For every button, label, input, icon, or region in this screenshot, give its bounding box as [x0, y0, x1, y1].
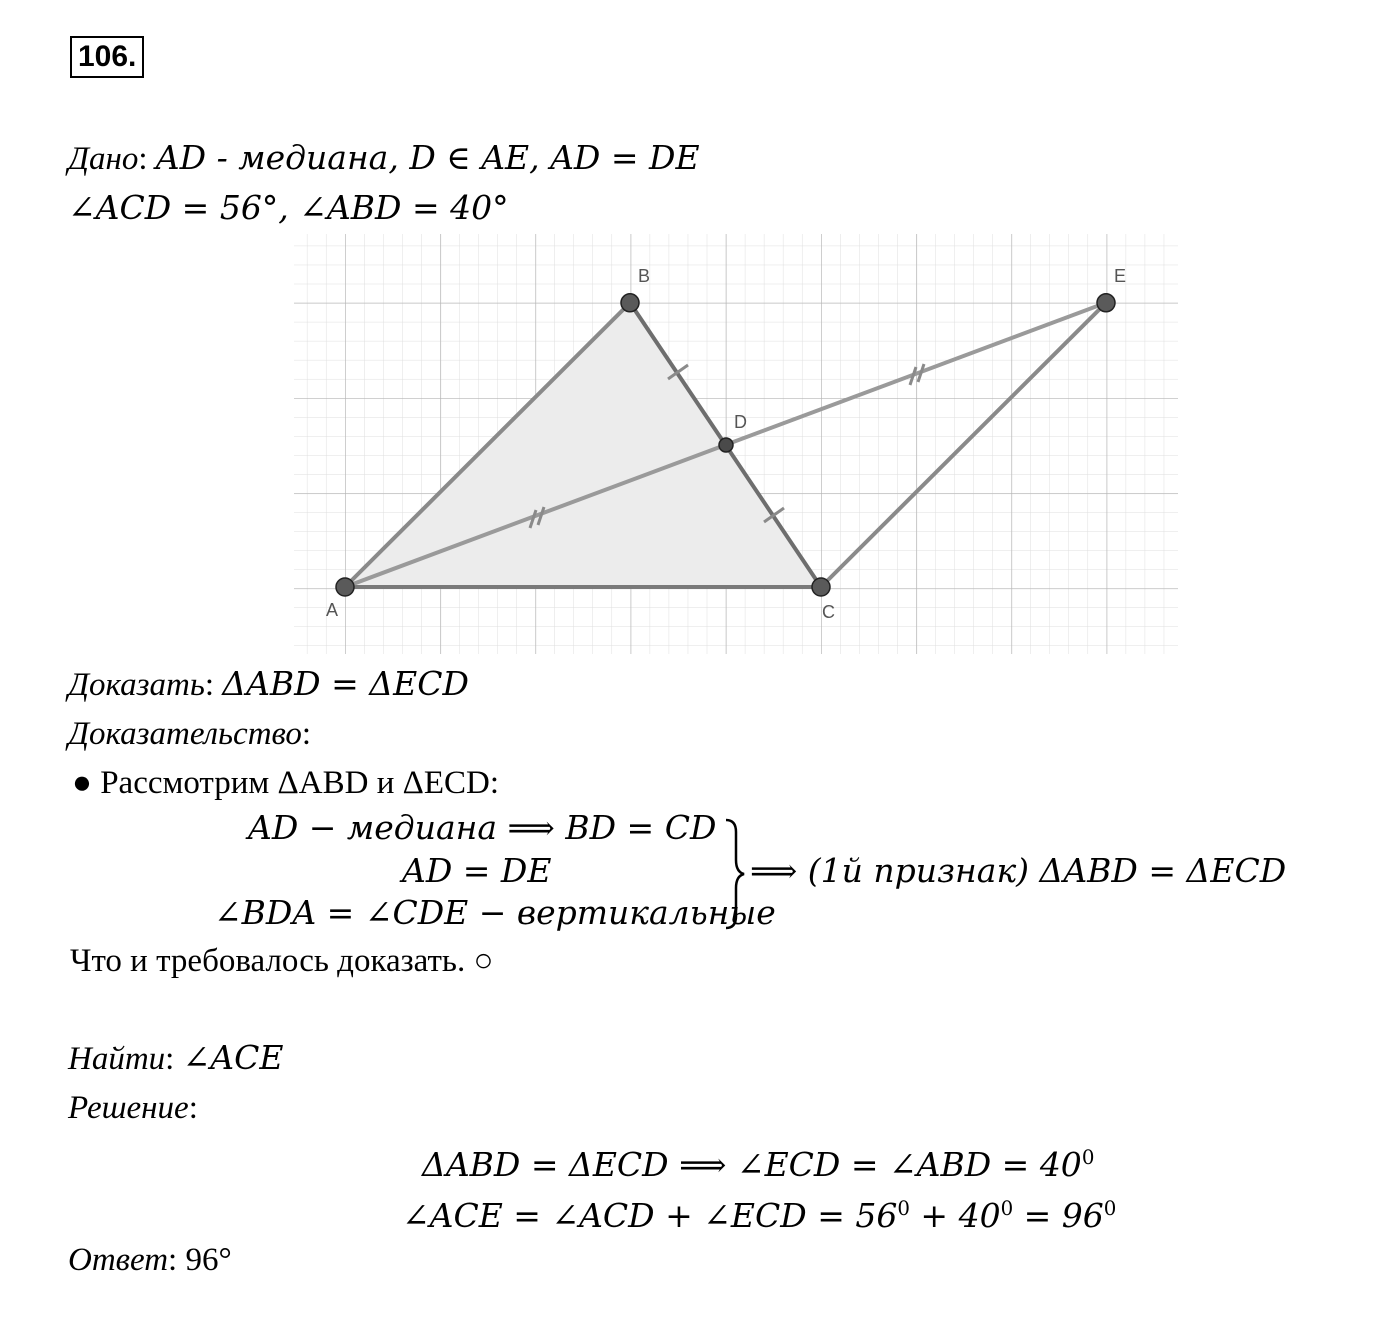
given-condition-1: AD - медиана, D ∈ AE, AD = DE	[155, 138, 700, 177]
system-line-2: AD = DE	[402, 851, 552, 890]
answer-value: 96°	[185, 1242, 232, 1278]
label-d: D	[734, 412, 747, 432]
point-a	[336, 578, 354, 596]
point-e	[1097, 294, 1115, 312]
right-brace	[722, 818, 746, 930]
given-label: Дано	[68, 141, 139, 177]
solution-line-2-part-3: = 96	[1013, 1196, 1104, 1235]
geometry-diagram	[294, 234, 1178, 654]
proof-conclusion: ⟹ (1й признак) ΔABD = ΔECD	[750, 851, 1287, 890]
solution-line-2-part-1: ∠ACE = ∠ACD + ∠ECD = 56	[402, 1196, 898, 1235]
label-b: B	[638, 266, 651, 286]
solution-label: Решение	[68, 1090, 189, 1126]
label-c: C	[822, 602, 835, 622]
system-line-1: AD − медиана ⟹ BD = CD	[248, 808, 717, 847]
label-a: A	[326, 600, 339, 620]
point-c	[812, 578, 830, 596]
answer-label: Ответ	[68, 1242, 169, 1278]
problem-number: 106.	[70, 36, 144, 78]
solution-line-1-degree: 0	[1081, 1146, 1095, 1169]
prove-colon: :	[204, 667, 223, 703]
find-target: ∠ACE	[182, 1038, 284, 1077]
prove-statement: ΔABD = ΔECD	[222, 664, 469, 703]
proof-colon: :	[301, 716, 312, 752]
given-colon: :	[138, 141, 156, 177]
find-colon: :	[165, 1041, 183, 1077]
given-line-1	[68, 138, 700, 179]
degree-3: 0	[1103, 1197, 1117, 1220]
answer-line	[68, 1240, 232, 1280]
answer-colon: :	[168, 1242, 186, 1278]
proof-intro-text: Рассмотрим ΔABD и ΔECD:	[100, 765, 499, 801]
solution-line-2-part-2: + 40	[909, 1196, 1001, 1235]
given-line-2: ∠ACD = 56°, ∠ABD = 40°	[68, 188, 509, 227]
solution-colon: :	[188, 1090, 198, 1126]
find-line	[68, 1038, 283, 1079]
prove-label: Доказать	[68, 667, 205, 703]
proof-label: Доказательство	[68, 716, 302, 752]
solution-line-1	[422, 1138, 1094, 1185]
grid-major	[294, 234, 1178, 654]
solution-line-2	[402, 1189, 1116, 1236]
proof-end: Что и требовалось доказать. ○	[70, 943, 494, 979]
point-d	[719, 438, 733, 452]
prove-line	[68, 664, 469, 705]
solution-line-1-text: ΔABD = ΔECD ⟹ ∠ECD = ∠ABD = 40	[422, 1145, 1082, 1184]
solution-heading	[68, 1088, 198, 1128]
label-e: E	[1114, 266, 1127, 286]
proof-heading	[68, 714, 311, 754]
degree-1: 0	[897, 1197, 910, 1220]
proof-intro	[72, 763, 499, 803]
system-line-3: ∠BDA = ∠CDE − вертикальные	[214, 893, 776, 932]
point-b	[621, 294, 639, 312]
bullet: ●	[72, 765, 92, 801]
find-label: Найти	[68, 1041, 166, 1077]
degree-2: 0	[1000, 1197, 1014, 1220]
